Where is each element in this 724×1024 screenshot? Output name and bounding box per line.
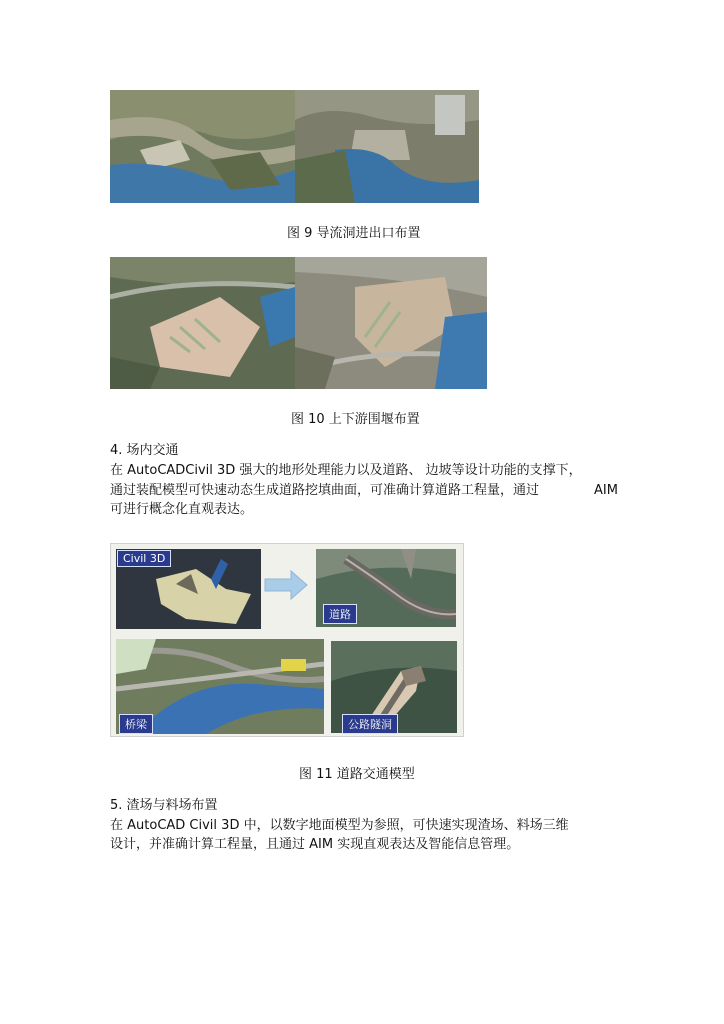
section-4-line-1: 在 AutoCADCivil 3D 强大的地形处理能力以及道路、 边坡等设计功能的支撑下， [110, 463, 582, 478]
figure-11-image [110, 543, 464, 737]
figure-10-right-panel [295, 257, 487, 389]
section-4-line-2: 通过装配模型可快速动态生成道路挖填曲面，可准确计算道路工程量，通过 [110, 483, 540, 498]
section-4-line-2-aim: AIM [594, 483, 618, 498]
figure-9-right-panel [295, 90, 479, 203]
figure-11-caption: 图 11 道路交通模型 [299, 767, 415, 782]
figure-9-image [110, 90, 479, 203]
section-4-line-3: 可进行概念化直观表达。 [110, 502, 254, 517]
section-5-heading: 5. 渣场与料场布置 [110, 798, 218, 813]
tunnel-label: 公路隧洞 [342, 714, 398, 734]
arrow-right-icon [263, 569, 309, 601]
section-4-heading: 4. 场内交通 [110, 443, 179, 458]
civil3d-label: Civil 3D [117, 550, 171, 567]
figure-10-left-panel [110, 257, 295, 389]
section-5-line-2: 设计，并准确计算工程量，且通过 AIM 实现直观表达及智能信息管理。 [110, 837, 520, 852]
road-label: 道路 [323, 604, 357, 624]
figure-10-image [110, 257, 487, 389]
section-5-line-1: 在 AutoCAD Civil 3D 中，以数字地面模型为参照，可快速实现渣场、料场三维 [110, 818, 569, 833]
bridge-label: 桥梁 [119, 714, 153, 734]
figure-9-caption: 图 9 导流洞进出口布置 [287, 226, 421, 241]
figure-10-caption: 图 10 上下游围堰布置 [291, 412, 420, 427]
